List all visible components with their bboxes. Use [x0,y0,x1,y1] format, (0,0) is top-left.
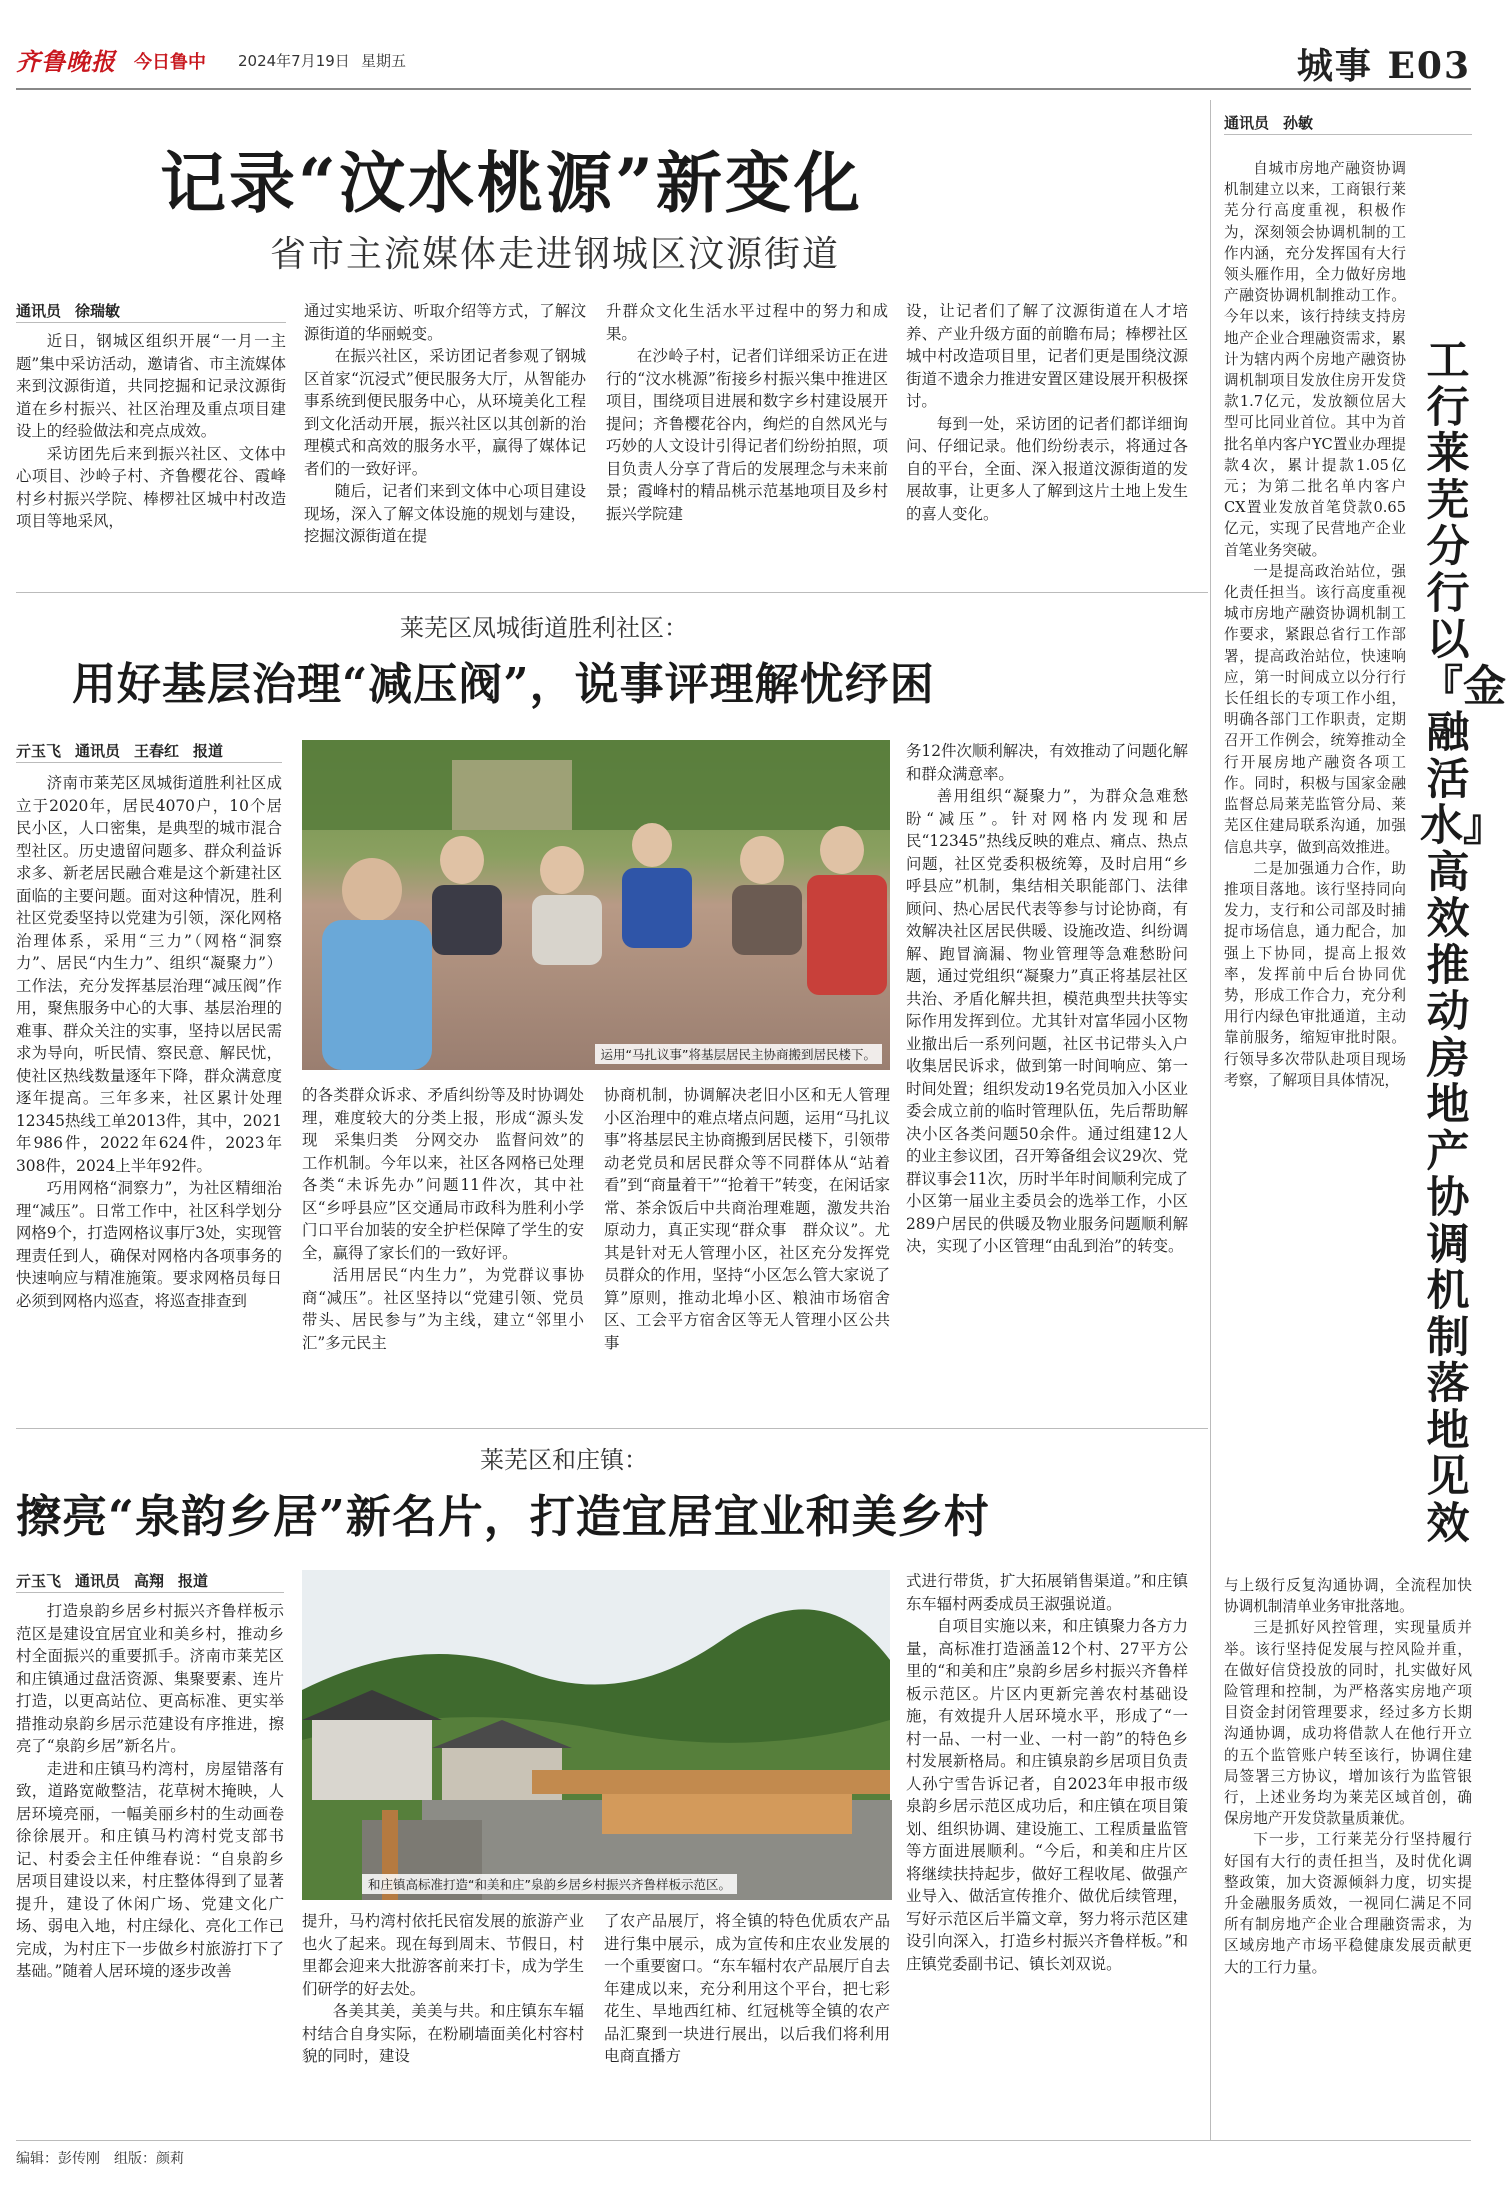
article4-column-wide [1224,1575,1472,2140]
article1-column-1 [16,330,286,580]
paragraph: 随后，记者们来到文体中心项目建设现场，深入了解文体设施的规划与建设，挖掘汶源街道在提 [304,482,586,545]
article3-column-3: 了农产品展厅，将全镇的特色优质农产品进行集中展示，成为宣传和庄农业发展的一个重要窗口。“东车辐村农产品展厅自去年建成以来，充分利用这个平台，把七彩花生、旱地西红柿、红冠桃等全镇的农产品汇聚到一块进行展出，以后我们将利用电商直播方 [604,1912,890,2065]
article2-column-1 [16,772,282,1416]
paragraph: 与上级行反复沟通协调，全流程加快协调机制清单业务审批落地。 [1224,1577,1472,1616]
byline-rule [16,762,282,763]
paragraph: 式进行带货，扩大拓展销售渠道。”和庄镇东车辐村两委成员王淑强说道。 [906,1572,1188,1613]
article1-subhead: 省市主流媒体走进钢城区汶源街道 [270,234,841,275]
byline-role: 通讯员 [75,742,121,760]
paragraph: 采访团先后来到振兴社区、文体中心项目、沙岭子村、齐鲁樱花谷、霞峰村乡村振兴学院、棒椤社区城中村改造项目等地采风， [16,444,286,530]
article3-kicker: 莱芜区和庄镇： [480,1446,648,1474]
paragraph: 自城市房地产融资协调机制建立以来，工商银行莱芜分行高度重视，积极作为，深刻领会协调机制的工作内涵，充分发挥国有大行领头雁作用，全力做好房地产融资协调机制推动工作。今年以来，该行持续支持房地产企业合理融资需求，累计为辖内两个房地产融资协调机制项目发放住房开发贷款1.7亿元，发放额位居大型可比同业首位。其中为首批名单内客户YC置业办理提款4次，累计提款1.05亿元；为第二批名单内客户CX置业发放首笔贷款0.65亿元，实现了民营地产企业首笔业务突破。 [1224,160,1406,559]
byline-name: 王春红 [134,742,180,760]
article1-column-4 [906,300,1188,580]
byline-author: 亓玉飞 [16,742,62,760]
byline-rule [1224,134,1472,135]
section-page-label: 城事 E03 [1296,45,1471,87]
paragraph: 三是抓好风控管理，实现量质并举。该行坚持促发展与控风险并重，在做好信贷投放的同时，扎实做好风险管理和控制，为严格落实房地产项目资金封闭管理要求，经过多方长期沟通协调，成功将借款人在他行开立的五个监管账户转至该行，协调住建局签署三方协议，增加该行为监管银行，上述业务均为莱芜区域首创，确保房地产开发贷款量质兼优。 [1224,1619,1472,1828]
newspaper-logo: 齐鲁晚报 [16,47,116,76]
article1-column-2 [304,300,586,580]
section-divider [16,592,1208,593]
paragraph: 活用居民“内生力”，为党群议事协商“减压”。社区坚持以“党建引领、党员带头、居民参与”为主线，建立“邻里小汇”多元民主 [302,1266,584,1352]
article2-kicker: 莱芜区凤城街道胜利社区： [400,614,688,642]
article3-photo-caption: 和庄镇高标准打造“和美和庄”泉韵乡居乡村振兴齐鲁样板示范区。 [362,1874,737,1894]
paragraph: 提升，马杓湾村依托民宿发展的旅游产业也火了起来。现在每到周末、节假日，村里都会迎来大批游客前来打卡，成为学生们研学的好去处。 [302,1912,584,1998]
article1-byline [16,300,134,321]
byline-report: 报道 [178,1572,209,1590]
article1-headline: 记录“汶水桃源”新变化 [160,144,863,222]
article1-column-3 [606,300,888,580]
residents-meeting-photo [302,740,890,1070]
article4-headline: 工行莱芜分行以『金融活水』高效推动房地产协调机制落地见效 [1420,336,1506,1549]
column-separator [1210,100,1211,2140]
article4-byline [1224,112,1327,133]
masthead-divider [16,88,1471,90]
editor-credit: 编辑：彭传刚 [16,2151,100,2167]
paragraph: 务12件次顺利解决，有效推动了问题化解和群众满意率。 [906,742,1188,783]
article4-column-narrow [1224,158,1406,1568]
paragraph: 善用组织“凝聚力”，为群众急难愁盼“减压”。针对网格内发现和居民“12345”热线反映的难点、痛点、热点问题，社区党委积极统筹，及时启用“乡呼县应”机制，集结相关职能部门、法律顾问、热心居民代表等参与讨论协商，有效解决社区居民供暖、设施改造、纠纷调解、跑冒滴漏、物业管理等急难愁盼问题，通过党组织“凝聚力”真正将基层社区共治、矛盾化解共担，模范典型共扶等实际作用发挥到位。尤其针对富华园小区物业撤出后一系列问题，社区书记带头入户收集居民诉求，做到第一时间响应、第一时间处置；组织发动19名党员加入小区业委会成立前的临时管理队伍，先后帮助解决小区各类问题50余件。通过组建12人的业主参议团，召开筹备组会议29次、党群议事会11次，历时半年时间顺利完成了小区第一届业主委员会的选举工作，小区289户居民的供暖及物业服务问题顺利解决，实现了小区管理“由乱到治”的转变。 [906,787,1188,1255]
article3-photo [302,1570,890,1900]
paragraph: 在振兴社区，采访团记者参观了钢城区首家“沉浸式”便民服务大厅，从智能办事系统到便民服务中心，从环境美化工程到文化活动开展，振兴社区以其创新的治理模式和高效的服务水平，赢得了媒体记者们的一致好评。 [304,347,586,478]
article2-column-4 [906,740,1188,1416]
article2-headline: 用好基层治理“减压阀”，说事评理解忧纾困 [72,659,935,710]
article3-column-4 [906,1570,1188,2140]
paragraph: 打造泉韵乡居乡村振兴齐鲁样板示范区是建设宜居宜业和美乡村，推动乡村全面振兴的重要抓手。济南市莱芜区和庄镇通过盘活资源、集聚要素、连片打造，以更高站位、更高标准、更实举措推动泉韵乡居示范建设有序推进，擦亮了“泉韵乡居”新名片。 [16,1602,284,1755]
paragraph: 的各类群众诉求、矛盾纠纷等及时协调处理，难度较大的分类上报，形成“源头发现 采集归类 分网交办 监督问效”的工作机制。今年以来，社区各网格已处理各类“未诉先办”问题11件次，其中社区“乡呼县应”区交通局市政科为胜利小学门口平台加装的安全护栏保障了学生的安全，赢得了家长们的一致好评。 [302,1086,584,1262]
paragraph: 走进和庄镇马杓湾村，房屋错落有致，道路宽敞整洁，花草树木掩映，人居环境亮丽，一幅美丽乡村的生动画卷徐徐展开。和庄镇马杓湾村党支部书记、村委会主任仲维春说：“自泉韵乡居项目建设以来，村庄整体得到了显著提升，建设了休闲广场、党建文化广场、弱电入地，村庄绿化、亮化工作已完成，为村庄下一步做乡村旅游打下了基础。”随着人居环境的逐步改善 [16,1759,284,1980]
paragraph: 巧用网格“洞察力”，为社区精细治理“减压”。日常工作中，社区科学划分网格9个，打造网格议事厅3处，实现管理责任到人，确保对网格内各项事务的快速响应与精准施策。要求网格员每日必须到网格内巡查，将巡查排查到 [16,1179,282,1310]
masthead [16,38,1471,87]
paragraph: 每到一处，采访团的记者们都详细询问、仔细记录。他们纷纷表示，将通过各自的平台，全面、深入报道汶源街道的发展故事，让更多人了解到这片土地上发生的喜人变化。 [906,414,1188,523]
byline-report: 报道 [193,742,224,760]
paragraph: 二是加强通力合作，助推项目落地。该行坚持同向发力，支行和公司部及时捕捉市场信息，通力配合，加强上下协同，提高上报效率，发挥前中后台协同优势，形成工作合力，充分利用行内绿色审批通道，主动靠前服务，缩短审批时限。行领导多次带队赴项目现场考察，了解项目具体情况， [1224,859,1406,1089]
byline-name: 高翔 [134,1572,165,1590]
paragraph: 升群众文化生活水平过程中的努力和成果。 [606,302,888,343]
paragraph: 自项目实施以来，和庄镇聚力各方力量，高标准打造涵盖12个村、27平方公里的“和美和庄”泉韵乡居乡村振兴齐鲁样板示范区。片区内更新完善农村基础设施，有效提升人居环境水平，形成了“一村一品、一村一业、一村一韵”的特色乡村发展新格局。和庄镇泉韵乡居项目负责人孙宁雪告诉记者，自2023年申报市级泉韵乡居示范区成功后，和庄镇在项目策划、组织协调、建设施工、工程质量监管等方面进展顺利。“今后，和美和庄片区将继续扶持起步，做好工程收尾、做强产业导入、做活宣传推介、做优后续管理，写好示范区后半篇文章，努力将示范区建设引向深入，打造乡村振兴齐鲁样板。”和庄镇党委副书记、镇长刘双说。 [906,1617,1188,1973]
layout-credit: 组版：颜莉 [114,2151,184,2167]
article3-headline: 擦亮“泉韵乡居”新名片，打造宜居宜业和美乡村 [16,1490,990,1543]
village-landscape-photo [302,1570,890,1900]
edition-name: 今日鲁中 [134,52,206,73]
paragraph: 一是提高政治站位，强化责任担当。该行高度重视城市房地产融资协调机制工作要求，紧跟总省行工作部署，提高政治站位，快速响应，第一时间成立以分行行长任组长的专项工作小组，明确各部门工作职责，定期召开工作例会，统筹推动全行开展房地产融资各项工作。同时，积极与国家金融监督总局莱芜监管分局、莱芜区住建局联系沟通，加强信息共享，做到高效推进。 [1224,562,1406,856]
byline-role: 通讯员 [75,1572,121,1590]
byline-rule [16,322,286,323]
byline-role: 通讯员 [1224,114,1270,132]
article2-column-3: 协商机制，协调解决老旧小区和无人管理小区治理中的难点堵点问题，运用“马扎议事”将基层民主协商搬到居民楼下，引领带动老党员和居民群众等不同群体从“站着看”到“商量着干”“抢着干”转变，在闲话家常、茶余饭后中共商治理难题，激发共治原动力，真正实现“群众事 群众议”。尤其是针对无人管理小区，社区充分发挥党员群众的作用，坚持“小区怎么管大家说了算”原则，推动北埠小区、粮油市场宿舍区、工会平方宿舍区等无人管理小区公共事 [604,1086,890,1352]
paragraph: 下一步，工行莱芜分行坚持履行好国有大行的责任担当，及时优化调整政策，加大资源倾斜力度，切实提升金融服务质效，一视同仁满足不同所有制房地产企业合理融资需求，为区域房地产市场平稳健康发展贡献更大的工行力量。 [1224,1831,1472,1976]
issue-weekday: 星期五 [361,52,407,70]
byline-name: 徐瑞敏 [75,302,121,320]
byline-rule [16,1592,284,1593]
paragraph: 设，让记者们了解了汶源街道在人才培养、产业升级方面的前瞻布局；棒椤社区城中村改造项目里，记者们更是围绕汶源街道不遗余力推进安置区建设展开积极探讨。 [906,302,1188,410]
article3-byline [16,1570,222,1591]
article3-column-1 [16,1600,284,2140]
section-divider [16,1428,1208,1429]
paragraph: 在沙岭子村，记者们详细采访正在进行的“汶水桃源”衔接乡村振兴集中推进区项目，围绕项目进展和数字乡村建设展开提问；齐鲁樱花谷内，绚烂的自然风光与巧妙的人文设计引得记者们纷纷拍照，项目负责人分享了背后的发展理念与未来前景；霞峰村的精品桃示范基地项目及乡村振兴学院建 [606,347,888,523]
article2-photo [302,740,890,1070]
paragraph: 济南市莱芜区凤城街道胜利社区成立于2020年，居民4070户，10个居民小区，人口密集，是典型的城市混合型社区。历史遗留问题多、群众利益诉求多、新老居民融合难是这个新建社区面临的主要问题。面对这种情况，胜利社区党委坚持以党建为引领，深化网格治理体系，采用“三力”（网格“洞察力”、居民“内生力”、组织“凝聚力”）工作法，充分发挥基层治理“减压阀”作用，聚焦服务中心的大事、基层治理的难事、群众关注的实事，坚持以居民需求为导向，听民情、察民意、解民忧，使社区热线数量逐年下降，群众满意度逐年提高。三年多来，社区累计处理12345热线工单2013件，其中，2021年986件，2022年624件，2023年308件，2024上半年92件。 [16,774,282,1175]
issue-date: 2024年7月19日 [238,52,350,70]
paragraph: 近日，钢城区组织开展“一月一主题”集中采访活动，邀请省、市主流媒体来到汶源街道，共同挖掘和记录汶源街道在乡村振兴、社区治理及重点项目建设上的经验做法和亮点成效。 [16,332,286,440]
byline-name: 孙敏 [1283,114,1314,132]
article2-column-2 [302,1084,584,1416]
paragraph: 通过实地采访、听取介绍等方式，了解汶源街道的华丽蜕变。 [304,302,586,343]
footer-credits [16,2148,198,2168]
article2-byline [16,740,237,761]
paragraph: 各美其美，美美与共。和庄镇东车辐村结合自身实际，在粉刷墙面美化村容村貌的同时，建设 [302,2002,584,2065]
byline-role: 通讯员 [16,302,62,320]
article2-photo-caption: 运用“马扎议事”将基层居民主协商搬到居民楼下。 [595,1044,882,1064]
byline-author: 亓玉飞 [16,1572,62,1590]
footer-rule [16,2140,1471,2141]
article3-column-2 [302,1910,584,2140]
